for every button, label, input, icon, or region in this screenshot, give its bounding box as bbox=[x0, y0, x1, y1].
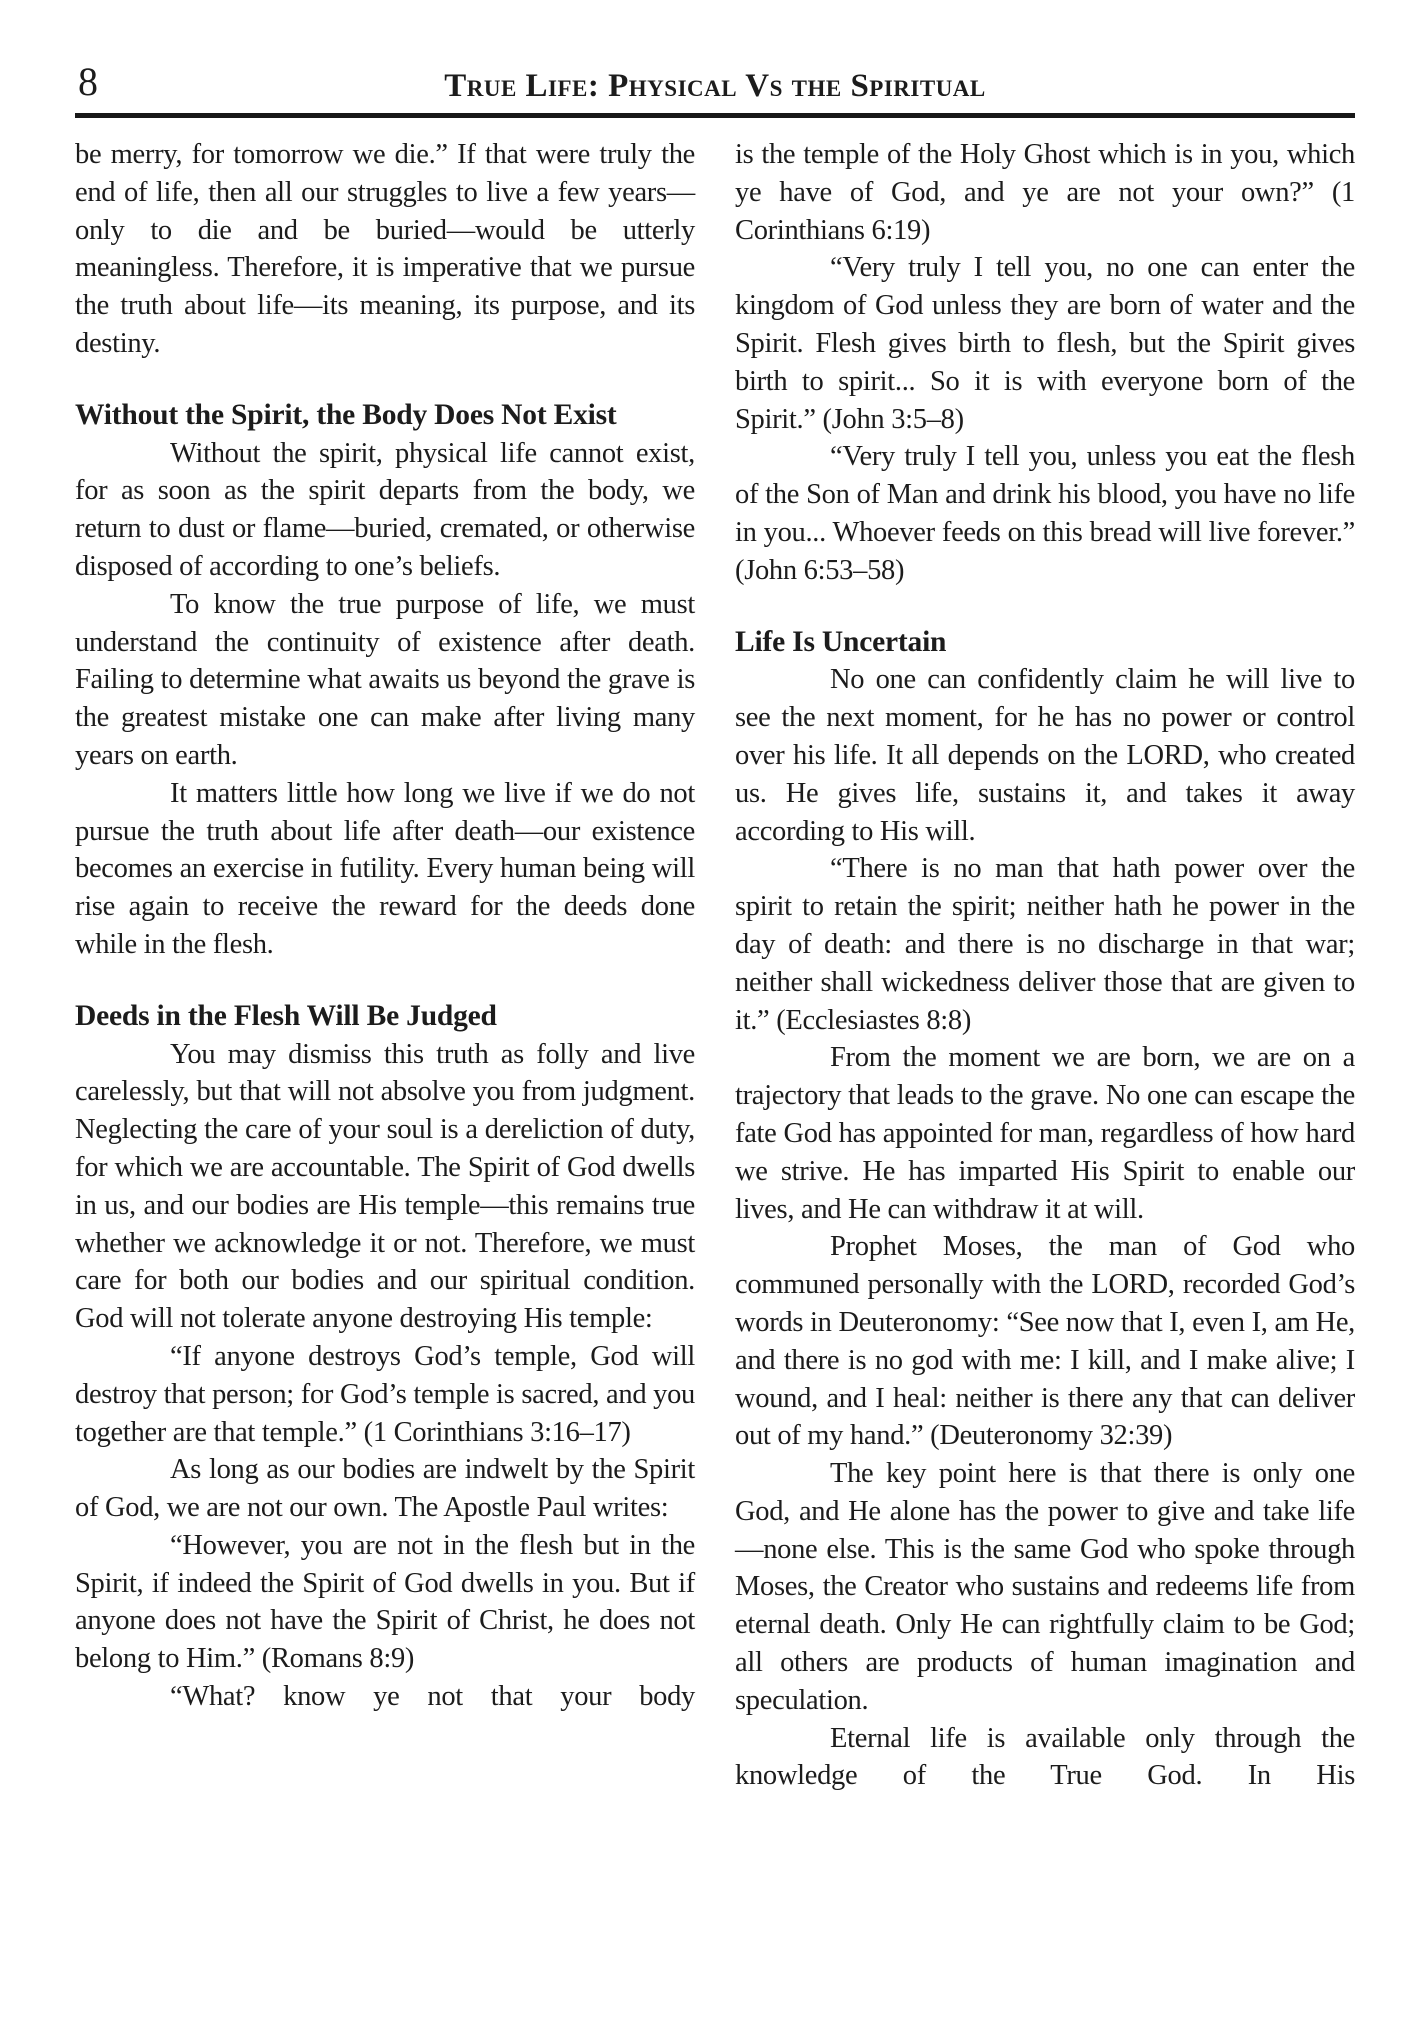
page-number: 8 bbox=[78, 59, 98, 104]
body-paragraph: “What? know ye not that your body bbox=[170, 1681, 695, 1713]
body-paragraph: You may dismiss this truth as folly and live carelessly, but that will not absolve you from judgment. Neglecting the care of your soul is a dereliction of duty, for which we are accountable. The Spirit of God dwells in us, and our bodies are His temple—this remains true whether we acknowledge it or not. Therefore, we must care for both our bodies and our spiritual condition. God will not tolerate anyone destroying His temple: bbox=[75, 1038, 695, 1335]
left-column bbox=[75, 136, 695, 2028]
body-paragraph: be merry, for tomorrow we die.” If that were truly the end of life, then all our struggles to live a few years—only to die and be buried—would be utterly meaningless. Therefore, it is imperative that we pursue the truth about life—its meaning, its purpose, and its destiny. bbox=[75, 139, 695, 359]
body-paragraph: “Very truly I tell you, unless you eat the flesh of the Son of Man and drink his blood, you have no life in you... Whoever feeds on this bread will live forever.” (John 6:53–58) bbox=[735, 441, 1355, 586]
body-paragraph: It matters little how long we live if we do not pursue the truth about life after death—our existence becomes an exercise in futility. Every human being will rise again to receive the reward for the deeds done while in the flesh. bbox=[75, 777, 695, 960]
right-column bbox=[735, 136, 1355, 2028]
header-rule bbox=[75, 113, 1355, 118]
section-heading: Without the Spirit, the Body Does Not Exist bbox=[75, 398, 617, 431]
body-paragraph: is the temple of the Holy Ghost which is in you, which ye have of God, and ye are not your own?” (1 Corinthians 6:19) bbox=[735, 139, 1355, 246]
body-paragraph: “Very truly I tell you, no one can enter the kingdom of God unless they are born of water and the Spirit. Flesh gives birth to flesh, but the Spirit gives birth to spirit... So it is with everyone born of the Spirit.” (John 3:5–8) bbox=[735, 252, 1355, 435]
body-paragraph: Without the spirit, physical life cannot exist, for as soon as the spirit departs from the body, we return to dust or flame—buried, cremated, or otherwise disposed of according to one’s beliefs. bbox=[75, 437, 695, 582]
body-paragraph: As long as our bodies are indwelt by the Spirit of God, we are not our own. The Apostle Paul writes: bbox=[75, 1454, 695, 1524]
body-paragraph: Prophet Moses, the man of God who communed personally with the LORD, recorded God’s words in Deuteronomy: “See now that I, even I, am He, and there is no god with me: I kill, and I make alive; I wound, and I heal: neither is there any that can deliver out of my hand.” (Deuteronomy 32:39) bbox=[735, 1231, 1355, 1452]
body-paragraph: From the moment we are born, we are on a trajectory that leads to the grave. No one can escape the fate God has appointed for man, regardless of how hard we strive. He has imparted His Spirit to enable our lives, and He can withdraw it at will. bbox=[735, 1042, 1355, 1225]
body-paragraph: “If anyone destroys God’s temple, God will destroy that person; for God’s temple is sacred, and you together are that temple.” (1 Corinthians 3:16–17) bbox=[75, 1340, 695, 1448]
section-heading: Deeds in the Flesh Will Be Judged bbox=[75, 999, 497, 1032]
body-paragraph: Eternal life is available only through the knowledge of the True God. In His bbox=[735, 1722, 1355, 1792]
body-paragraph: To know the true purpose of life, we must understand the continuity of existence after death. Failing to determine what awaits us beyond the grave is the greatest mistake one can make after living many years on earth. bbox=[75, 588, 695, 771]
body-paragraph: The key point here is that there is only one God, and He alone has the power to give and take life—none else. This is the same God who spoke through Moses, the Creator who sustains and redeems life from eternal death. Only He can rightfully claim to be God; all others are products of human imagination and speculation. bbox=[735, 1458, 1355, 1716]
body-paragraph: No one can confidently claim he will live to see the next moment, for he has no power or control over his life. It all depends on the LORD, who created us. He gives life, sustains it, and takes it away according to His will. bbox=[735, 664, 1355, 847]
text-columns bbox=[75, 136, 1355, 2028]
body-paragraph: “However, you are not in the flesh but in the Spirit, if indeed the Spirit of God dwells in you. But if anyone does not have the Spirit of Christ, he does not belong to Him.” (Romans 8:9) bbox=[75, 1529, 695, 1675]
page-title: True Life: Physical Vs the Spiritual bbox=[444, 68, 986, 104]
section-heading: Life Is Uncertain bbox=[735, 625, 947, 658]
body-paragraph: “There is no man that hath power over the spirit to retain the spirit; neither hath he power in the day of death: and there is no discharge in that war; neither shall wickedness deliver those that are given to it.” (Ecclesiastes 8:8) bbox=[735, 853, 1355, 1036]
